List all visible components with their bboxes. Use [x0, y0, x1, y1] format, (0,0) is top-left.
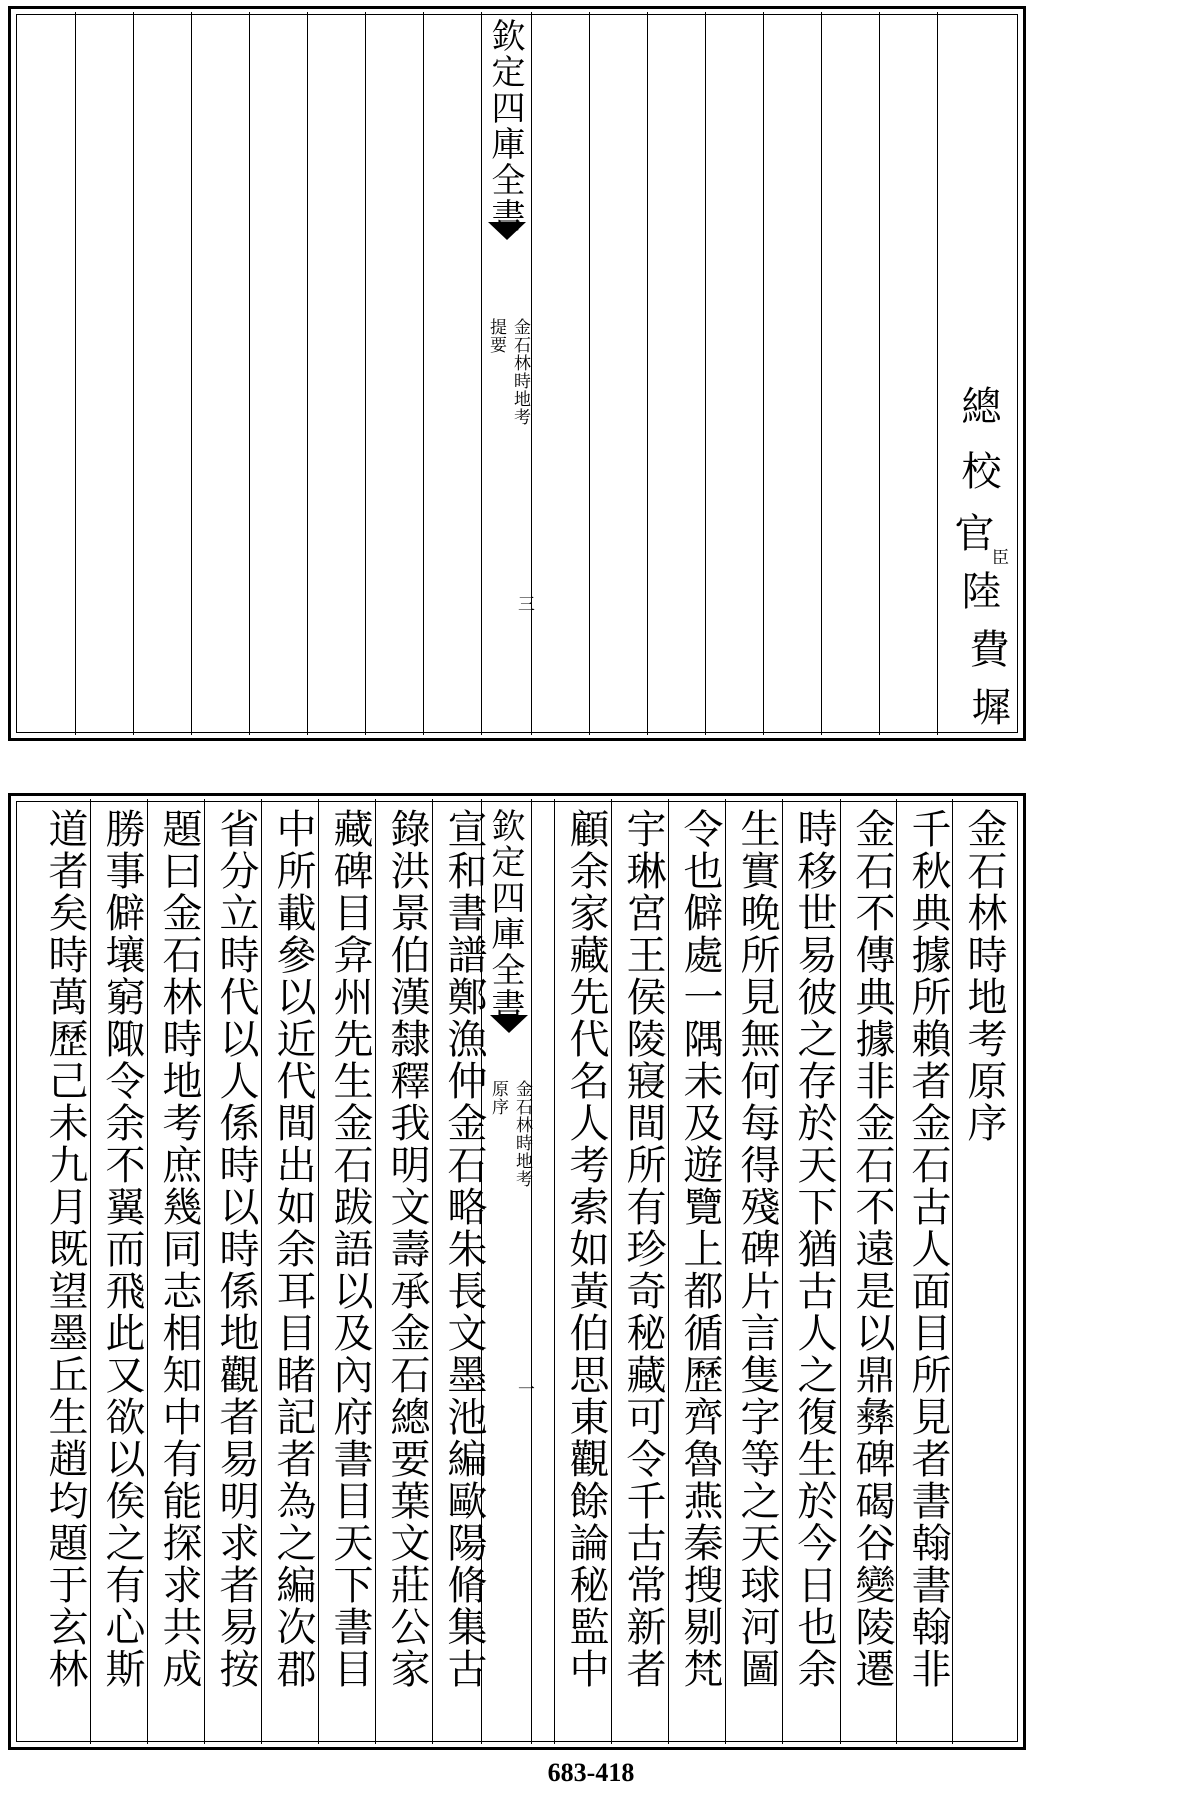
editor-name-2: 費 [963, 628, 1009, 670]
text-column-r3: 時移世易彼之存於天下猶古人之復生於今日也余 [791, 808, 837, 1690]
bottom-banner-caption-section: 原序 [488, 1080, 508, 1116]
text-column-l7: 勝事僻壤窮陬令余不翼而飛此又欲以俟之有心斯 [99, 808, 145, 1690]
editor-role-1: 總 [955, 385, 1001, 427]
text-column-l2: 錄洪景伯漢隸釋我明文壽承金石總要葉文莊公家 [384, 808, 430, 1690]
column-rule [531, 799, 532, 1744]
bottom-banner-caption-book: 金石林時地考 [512, 1080, 532, 1188]
text-column-r7: 顧余家藏先代名人考索如黃伯思東觀餘論秘監中 [563, 808, 609, 1690]
text-column-l1: 宣和書譜鄭漁仲金石略朱長文墨池編歐陽脩集古 [441, 808, 487, 1690]
text-column-l3: 藏碑目弇州先生金石跋語以及內府書目天下書目 [327, 808, 373, 1690]
text-column-r6: 宇琳宮王侯陵寢間所有珍奇秘藏可令千古常新者 [620, 808, 666, 1690]
column-rule [840, 799, 841, 1744]
bottom-banner-title: 欽定四庫全書 [485, 808, 525, 1024]
editor-official-mark: 臣 [988, 548, 1008, 566]
text-column-l5: 省分立時代以人係時以時係地觀者易明求者易按 [213, 808, 259, 1690]
editor-name-1: 陸 [955, 570, 1001, 612]
column-rule [554, 799, 555, 1744]
text-column-r2: 金石不傳典據非金石不遠是以鼎彝碑碣谷變陵遷 [849, 808, 895, 1690]
bottom-banner-page-number: 一 [514, 1380, 534, 1398]
top-banner-caption-section: 提要 [486, 318, 506, 354]
text-column-r1: 千秋典據所賴者金石古人面目所見者書翰書翰非 [905, 808, 951, 1690]
preface-heading: 金石林時地考原序 [961, 808, 1007, 1144]
editor-role-2: 校 [955, 450, 1001, 492]
top-banner-title: 欽定四庫全書 [485, 18, 525, 234]
text-column-l4: 中所載參以近代間出如余耳目睹記者為之編次郡 [270, 808, 316, 1690]
editor-role-3: 官 [948, 512, 994, 554]
top-banner-page-number: 三 [514, 595, 534, 613]
text-column-r5: 令也僻處一隅未及遊覽上都循歷齊魯燕秦搜剔梵 [677, 808, 723, 1690]
text-column-r4: 生實晚所見無何每得殘碑片言隻字等之天球河圖 [734, 808, 780, 1690]
editor-name-3: 墀 [965, 686, 1011, 728]
text-column-l6: 題曰金石林時地考庶幾同志相知中有能探求共成 [156, 808, 202, 1690]
text-column-l8: 道者矣時萬歷己未九月既望墨丘生趙均題于玄林 [42, 808, 88, 1690]
page-number: 683-418 [547, 1758, 635, 1787]
top-banner-caption-book: 金石林時地考 [510, 318, 530, 426]
bottom-banner-fishtail [490, 1015, 528, 1033]
